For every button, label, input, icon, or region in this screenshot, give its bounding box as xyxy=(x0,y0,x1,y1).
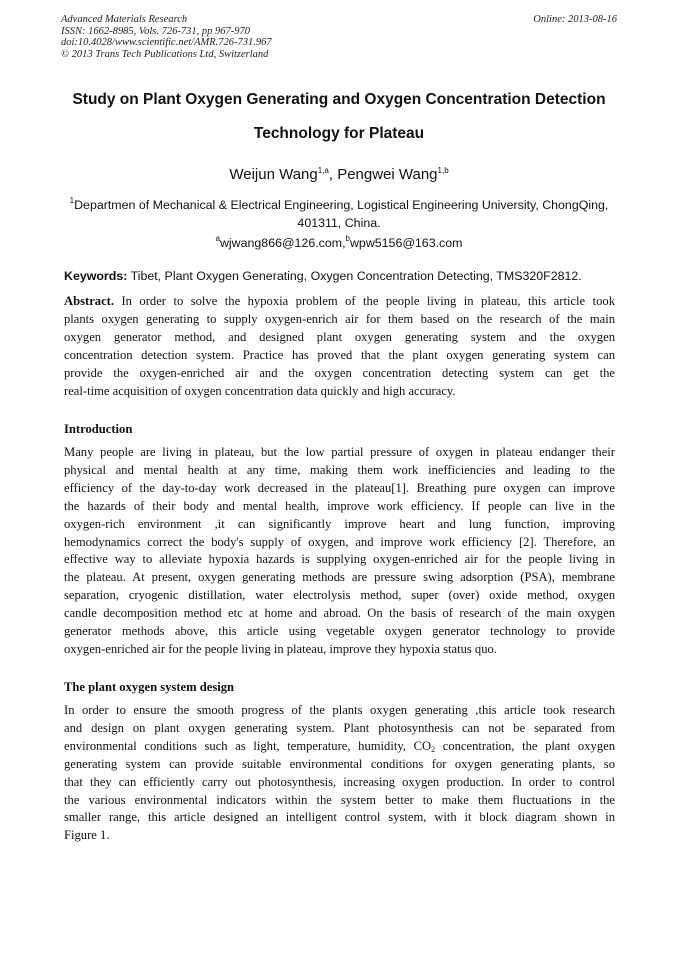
design-line: that they can efficiently carry out photosynthesis, increasing oxygen production. In order to control xyxy=(64,774,615,789)
journal-doi: doi:10.4028/www.scientific.net/AMR.726-731.967 xyxy=(61,37,272,48)
author-name: Pengwei Wang xyxy=(337,166,438,183)
design-line: the various environmental indicators within the system better to make them fluctuations in the xyxy=(64,792,615,807)
abstract-line: Abstract. In order to solve the hypoxia problem of the people living in plateau, this article took xyxy=(64,294,615,308)
author-name: Weijun Wang xyxy=(229,166,318,183)
introduction-line: generator methods above, this article using vegetable oxygen generator technology to provide xyxy=(64,624,615,639)
email-address: wpw5156@163.com xyxy=(349,236,463,250)
abstract-line: plants oxygen generating to supply oxygen-enrich air for them based on the research of the main xyxy=(64,311,615,326)
abstract xyxy=(64,293,615,400)
design-line: In order to ensure the smooth progress of the plants oxygen generating ,this article took research xyxy=(64,703,615,717)
abstract-label: Abstract. xyxy=(64,294,115,308)
author-emails xyxy=(40,236,638,250)
author-separator: , xyxy=(328,166,338,183)
email-superscript: a xyxy=(215,234,220,243)
introduction-paragraph xyxy=(64,444,615,659)
journal-header xyxy=(61,14,617,60)
email-address: wjwang866@126.com, xyxy=(219,236,346,250)
co2-subscript: 2 xyxy=(431,744,436,754)
introduction-line: physical and mental health at any time, making them work inefficiencies and leading to the xyxy=(64,462,615,477)
introduction-line: efficiency of the day-to-day work decreased in the plateau[1]. Breathing pure oxygen can improve xyxy=(64,480,615,495)
journal-name: Advanced Materials Research xyxy=(61,14,188,25)
design-paragraph xyxy=(64,702,615,845)
keywords xyxy=(64,269,620,283)
abstract-line: oxygen generator method, and designed plant oxygen generating system and the oxygen xyxy=(64,329,615,344)
author-list xyxy=(40,166,638,183)
journal-issn: ISSN: 1662-8985, Vols. 726-731, pp 967-970 xyxy=(61,25,250,37)
abstract-line: concentration detection system. Practice has proved that the plant oxygen generating system can xyxy=(64,347,615,362)
design-line: and design on plant oxygen generating system. Plant photosynthesis can not be separated from xyxy=(64,720,615,735)
keywords-text: Tibet, Plant Oxygen Generating, Oxygen Concentration Detecting, TMS320F2812. xyxy=(127,269,582,283)
affiliation-superscript: 1 xyxy=(69,196,75,205)
abstract-line: provide the oxygen-enriched air and the oxygen concentration detecting system can get the xyxy=(64,365,615,380)
paper-title-line-1: Study on Plant Oxygen Generating and Oxygen Concentration Detection xyxy=(72,91,606,108)
introduction-line: oxygen-rich environment ,it can significantly improve heart and lung function, improving xyxy=(64,516,615,531)
author-superscript: 1,b xyxy=(437,166,449,175)
abstract-line: real-time acquisition of oxygen concentration data quickly and high accuracy. xyxy=(64,383,456,398)
affiliation-line-1: Departmen of Mechanical & Electrical Engineering, Logistical Engineering University, ChongQing, xyxy=(74,198,609,212)
design-line: environmental conditions such as light, temperature, humidity, $CO_2$ concentration, the plant oxygen xyxy=(64,738,615,754)
online-date: Online: 2013-08-16 xyxy=(533,14,617,25)
introduction-line: separation, cryogenic distillation, water electrolysis method, super (over) oxide method, oxygen xyxy=(64,588,615,603)
section-heading-introduction: Introduction xyxy=(64,422,133,436)
design-line: Figure 1. xyxy=(64,828,110,843)
journal-copyright: © 2013 Trans Tech Publications Ltd, Switzerland xyxy=(61,48,269,60)
design-line: smaller range, this article designed an intelligent control system, with it block diagram shown in xyxy=(64,810,615,825)
keywords-label: Keywords: xyxy=(64,269,128,283)
affiliation xyxy=(61,196,617,232)
introduction-line: candle decomposition method etc at home and abroad. On the basis of research of the main oxygen xyxy=(64,606,615,621)
introduction-line: the plateau. At present, oxygen generating methods are pressure swing adsorption (PSA), membrane xyxy=(64,570,615,585)
introduction-line: hemodynamics correct the body's supply of oxygen, and improve work efficiency [2]. Therefore, an xyxy=(64,534,615,549)
introduction-line: Many people are living in plateau, but the low partial pressure of oxygen in plateau endanger their xyxy=(64,445,615,459)
email-superscript: b xyxy=(345,234,350,243)
section-heading-system-design: The plant oxygen system design xyxy=(64,680,235,694)
introduction-line: the hazards of their body and mental health, improve work efficiency. If people can live in the xyxy=(64,498,615,513)
author-superscript: 1,a xyxy=(317,166,329,175)
introduction-line: oxygen-enriched air for the people living in plateau, improve they hypoxia status quo. xyxy=(64,641,497,656)
affiliation-line-2: 401311, China. xyxy=(297,216,381,230)
introduction-line: effective way to alleviate hypoxia hazards is supplying oxygen-enriched air for the people living in xyxy=(64,552,615,567)
paper-title-line-2: Technology for Plateau xyxy=(253,125,425,142)
design-line: generating system can provide suitable environmental conditions for oxygen generating plants, so xyxy=(64,756,615,771)
